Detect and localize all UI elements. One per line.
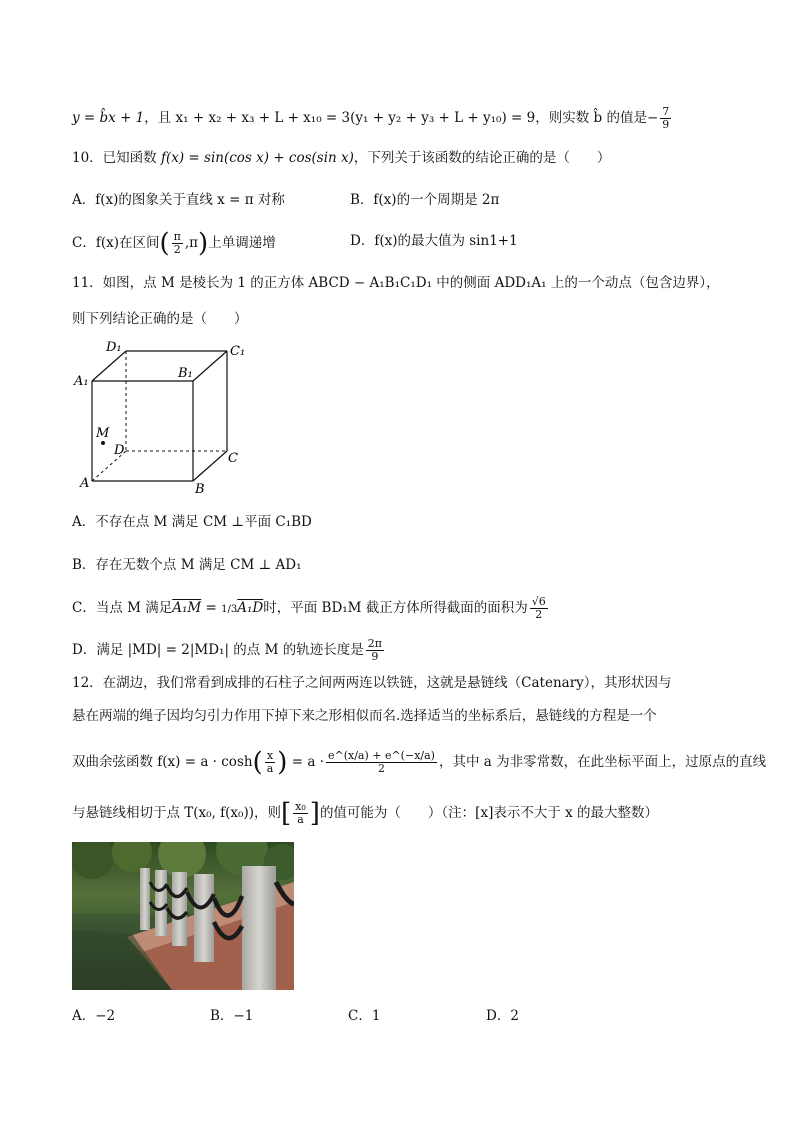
q10-option-c: C．f(x)在区间( $\frac{\pi}{2}$ ,π)上单调递增 [72, 228, 276, 259]
q10-stem: 10．已知函数 f(x) = sin(cos x) + cos(sin x)，下列关于该函数的结论正确的是（ ） [72, 150, 611, 166]
q12-option-c: C．1 [348, 1008, 381, 1024]
q10-option-a: A．f(x)的图象关于直线 x = π 对称 [72, 192, 285, 208]
vector-a1m: A₁M [172, 600, 202, 616]
q11-option-c: C．当点 M 满足A₁M = 1/3A₁D时，平面 BD₁M 截正方体所得截面的面积为 $\frac{√6}{2}$ [72, 595, 546, 621]
label-B1: B₁ [178, 366, 193, 381]
q10-function: f(x) = sin(cos x) + cos(sin x) [160, 150, 354, 166]
q9-question: ，则实数 b̂ 的值是 [535, 110, 647, 126]
q12-line3: 双曲余弦函数 f(x) = a · cosh( $\frac{x}{a}$ ) = a · $\frac{e\^{}(x/a) + e\^{}(-x/a)}{2}$ ，其中 a 为非零常数，在此坐标平面上，过原点的直线 [72, 747, 767, 778]
q9-equation: y = b̂x + 1 [72, 110, 145, 126]
q11-option-b: B．存在无数个点 M 满足 CM ⊥ AD₁ [72, 557, 302, 573]
catenary-photo [72, 842, 294, 990]
cube-figure [70, 337, 260, 499]
q12-line1: 12．在湖边，我们常看到成排的石柱子之间两两连以铁链，这就是悬链线（Catenary），其形状因与 [72, 675, 672, 691]
q11-option-a: A．不存在点 M 满足 CM ⊥平面 C₁BD [72, 514, 312, 530]
q9-tail-line [72, 106, 673, 131]
q12-option-d: D．2 [486, 1008, 519, 1024]
q12-line4: 与悬链线相切于点 T(x₀, f(x₀))，则[ $\frac{\text{x₀}}{a}$ ]的值可能为（ ）（注：[x]表示不大于 x 的最大整数） [72, 798, 659, 829]
label-D: D [114, 443, 125, 458]
label-D1: D₁ [106, 340, 122, 355]
q12-option-a: A．−2 [72, 1008, 116, 1024]
label-A1: A₁ [74, 374, 89, 389]
label-C1: C₁ [230, 344, 246, 359]
q12-option-b: B．−1 [210, 1008, 254, 1024]
q9-answer-sign: − [646, 110, 659, 126]
label-B: B [195, 482, 205, 497]
label-A: A [80, 476, 90, 491]
label-M: M [96, 426, 110, 441]
vector-a1d: A₁D [237, 600, 264, 616]
q9-condition: ，且 x₁ + x₂ + x₃ + L + x₁₀ = 3(y₁ + y₂ + y₃ + L + y₁₀) = 9 [144, 110, 536, 126]
label-C: C [228, 451, 238, 466]
q11-stem-line2: 则下列结论正确的是（ ） [72, 311, 248, 327]
q10-option-d: D．f(x)的最大值为 sin1+1 [350, 233, 518, 249]
q9-answer-fraction: $\frac{7}{9}$ [662, 105, 670, 131]
q11-stem-line1: 11．如图，点 M 是棱长为 1 的正方体 ABCD − A₁B₁C₁D₁ 中的侧面 ADD₁A₁ 上的一个动点（包含边界）， [72, 275, 720, 291]
q11-option-d: D．满足 |MD| = 2|MD₁| 的点 M 的轨迹长度是 $\frac{2\pi}{9}$ [72, 637, 382, 663]
q12-line2: 悬在两端的绳子因均匀引力作用下掉下来之形相似而名.选择适当的坐标系后，悬链线的方程是一个 [72, 708, 657, 724]
q10-option-b: B．f(x)的一个周期是 2π [350, 192, 500, 208]
